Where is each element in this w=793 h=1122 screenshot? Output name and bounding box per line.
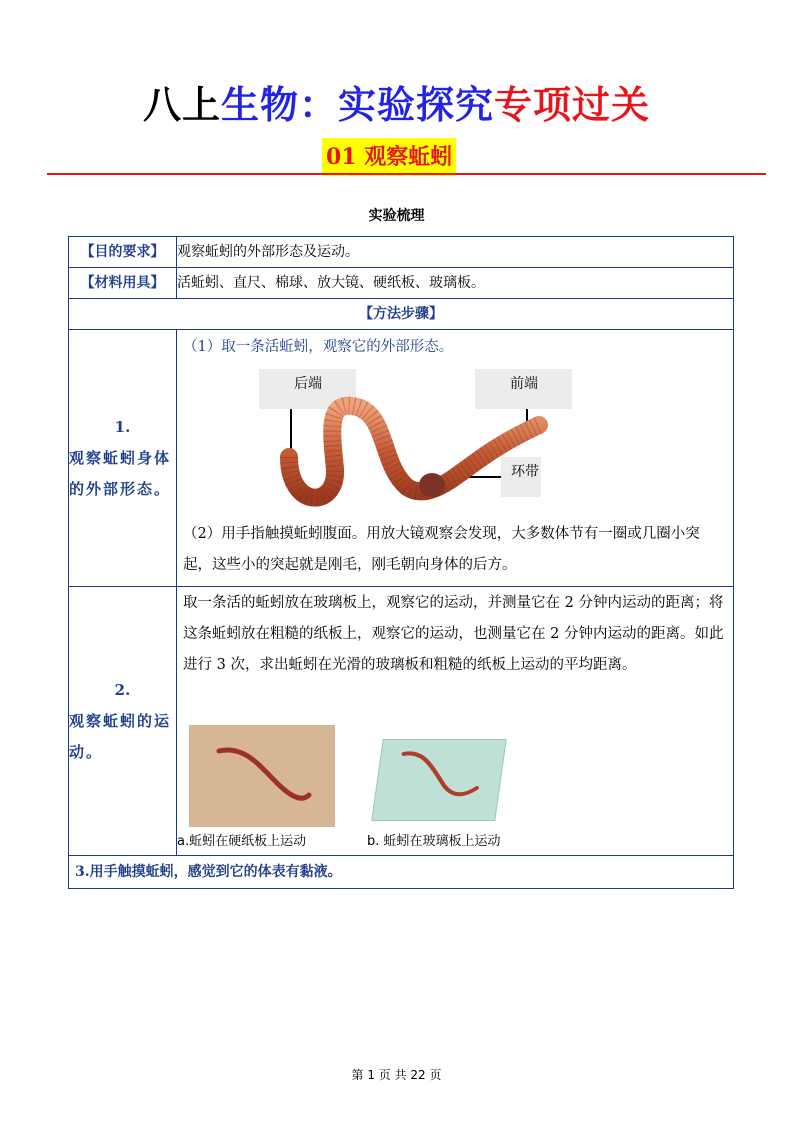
header-divider <box>47 173 766 175</box>
step1-row <box>69 330 734 587</box>
goal-row <box>69 237 734 268</box>
step1-sub1-text: （1）取一条活蚯蚓，观察它的外部形态。 <box>183 339 454 355</box>
step1-number: 1. <box>114 417 131 436</box>
front-label: 前端 <box>475 369 572 409</box>
page-title <box>0 82 793 128</box>
method-row <box>69 299 734 330</box>
step1-label: 观察蚯蚓身体的外部形态。 <box>69 448 172 498</box>
step2-text: 取一条活的蚯蚓放在玻璃板上，观察它的运动，并测量它在 2 分钟内运动的距离；将这条蚯蚓放在粗糙的纸板上，观察它的运动，也测量它在 2 分钟内运动的距离。如此进行 3 次，求出蚯蚓在光滑的玻璃板和粗糙的纸板上运动的平均距离。 <box>183 595 724 673</box>
step1-content <box>177 330 734 587</box>
step2-number: 2. <box>114 680 131 699</box>
page-footer: 第 1 页 共 22 页 <box>351 1068 442 1082</box>
step2-label-cell <box>69 587 177 856</box>
subtitle-highlight <box>322 138 456 176</box>
materials-value: 活蚯蚓、直尺、棉球、放大镜、硬纸板、玻璃板。 <box>177 268 734 299</box>
method-label: 【方法步骤】 <box>69 299 734 330</box>
experiment-table <box>68 236 734 889</box>
caption-glass: b. 蚯蚓在玻璃板上运动 <box>367 834 501 849</box>
goal-label: 【目的要求】 <box>69 237 177 268</box>
step2-content <box>177 587 734 856</box>
subtitle: 01 观察蚯蚓 <box>326 144 453 170</box>
earthworm-illustration <box>177 369 734 519</box>
rear-label: 后端 <box>259 369 356 409</box>
step1-sub2-text: （2）用手指触摸蚯蚓腹面。用放大镜观察会发现，大多数体节有一圈或几圈小突起，这些小的突起就是刚毛，刚毛朝向身体的后方。 <box>183 526 700 573</box>
step1-sub1 <box>177 332 733 363</box>
step2-row <box>69 587 734 856</box>
step1-label-cell <box>69 330 177 587</box>
step3-row <box>69 856 734 889</box>
materials-label: 【材料用具】 <box>69 268 177 299</box>
step3-text: 3.用手触摸蚯蚓，感觉到它的体表有黏液。 <box>69 856 734 889</box>
materials-row <box>69 268 734 299</box>
title-part3: 专项过关 <box>494 83 651 127</box>
band-label: 环带 <box>501 457 541 497</box>
worm-on-cardboard-icon <box>189 725 335 827</box>
glass-photo <box>371 739 507 821</box>
title-part1: 八上 <box>142 83 221 127</box>
title-part2: 生物：实验探究 <box>220 83 494 127</box>
caption-cardboard: a.蚯蚓在硬纸板上运动 <box>177 834 307 849</box>
section-heading: 实验梳理 <box>368 208 425 224</box>
goal-value: 观察蚯蚓的外部形态及运动。 <box>177 237 734 268</box>
step1-sub2 <box>177 519 733 581</box>
worm-on-glass-icon <box>372 740 505 820</box>
earthworm-diagram <box>177 369 733 519</box>
cardboard-photo <box>189 725 335 827</box>
step2-label: 观察蚯蚓的运动。 <box>69 711 172 761</box>
